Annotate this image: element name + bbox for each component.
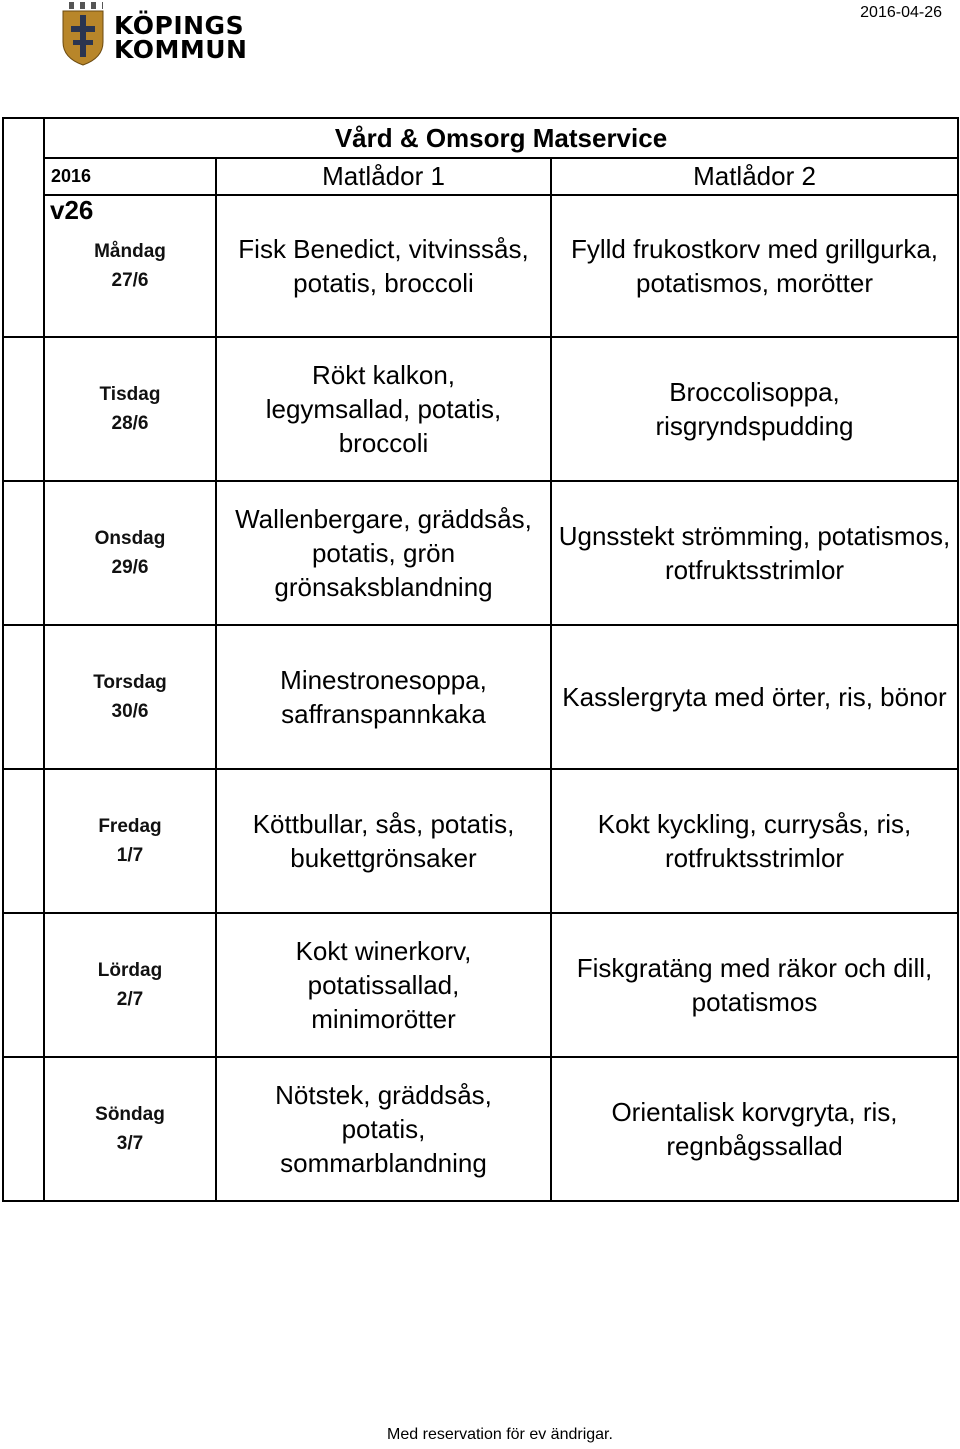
day-name: Torsdag (93, 672, 167, 693)
day-name: Måndag (94, 241, 166, 262)
logo-line-1: KÖPINGS (114, 11, 245, 40)
dish-1 (216, 195, 551, 337)
day-date: 1/7 (116, 845, 144, 866)
day-cell (44, 769, 216, 913)
week-label: v26 (50, 195, 94, 225)
dish-2-text: Kasslergryta med örter, ris, bönor (562, 682, 947, 712)
day-name: Tisdag (99, 384, 161, 405)
day-cell (44, 1057, 216, 1201)
day-name: Lördag (97, 960, 163, 981)
dish-1-text: Kokt winerkorv, potatissallad, minimorötter (295, 936, 472, 1034)
day-date: 2/7 (116, 989, 144, 1010)
day-date: 29/6 (111, 557, 149, 578)
day-cell (44, 913, 216, 1057)
dish-2-text: Broccolisoppa, risgryndspudding (655, 377, 854, 441)
day-name: Onsdag (94, 528, 166, 549)
day-name: Söndag (95, 1104, 165, 1125)
day-cell (44, 625, 216, 769)
coat-of-arms-icon (60, 2, 106, 66)
dish-1-text: Rökt kalkon, legymsallad, potatis, broccoli (265, 360, 502, 458)
day-date: 27/6 (111, 270, 149, 291)
logo (60, 2, 260, 68)
dish-1-text: Nötstek, gräddsås, potatis, sommarblandning (275, 1080, 492, 1178)
dish-2-text: Ugnsstekt strömming, potatismos, rotfruktsstrimlor (558, 521, 951, 585)
column-header-2: Matlådor 2 (551, 158, 958, 195)
day-date: 30/6 (111, 701, 149, 722)
day-name: Fredag (98, 816, 162, 837)
dish-2-text: Fylld frukostkorv med grillgurka, potatismos, morötter (571, 234, 938, 298)
menu-table (2, 117, 959, 1202)
day-date: 28/6 (111, 413, 149, 434)
table-title: Vård & Omsorg Matservice (44, 118, 958, 158)
day-cell (44, 337, 216, 481)
footer-note: Med reservation för ev ändrigar. (387, 1426, 613, 1443)
logo-line-2: KOMMUN (114, 35, 248, 64)
dish-1-text: Fisk Benedict, vitvinssås, potatis, broccoli (238, 234, 529, 298)
column-header-1: Matlådor 1 (216, 158, 551, 195)
day-date: 3/7 (116, 1133, 144, 1154)
dish-2-text: Kokt kyckling, currysås, ris, rotfruktsstrimlor (597, 809, 912, 873)
day-cell (44, 481, 216, 625)
year-label: 2016 (44, 158, 216, 195)
dish-1-text: Minestronesoppa, saffranspannkaka (280, 665, 487, 729)
dish-2-text: Fiskgratäng med räkor och dill, potatismos (576, 953, 933, 1017)
document-date: 2016-04-26 (860, 4, 942, 21)
dish-1-text: Köttbullar, sås, potatis, bukettgrönsaker (252, 809, 515, 873)
dish-1-text: Wallenbergare, gräddsås, potatis, grön grönsaksblandning (235, 504, 532, 602)
dish-2 (551, 195, 958, 337)
dish-2-text: Orientalisk korvgryta, ris, regnbågssallad (611, 1097, 898, 1161)
